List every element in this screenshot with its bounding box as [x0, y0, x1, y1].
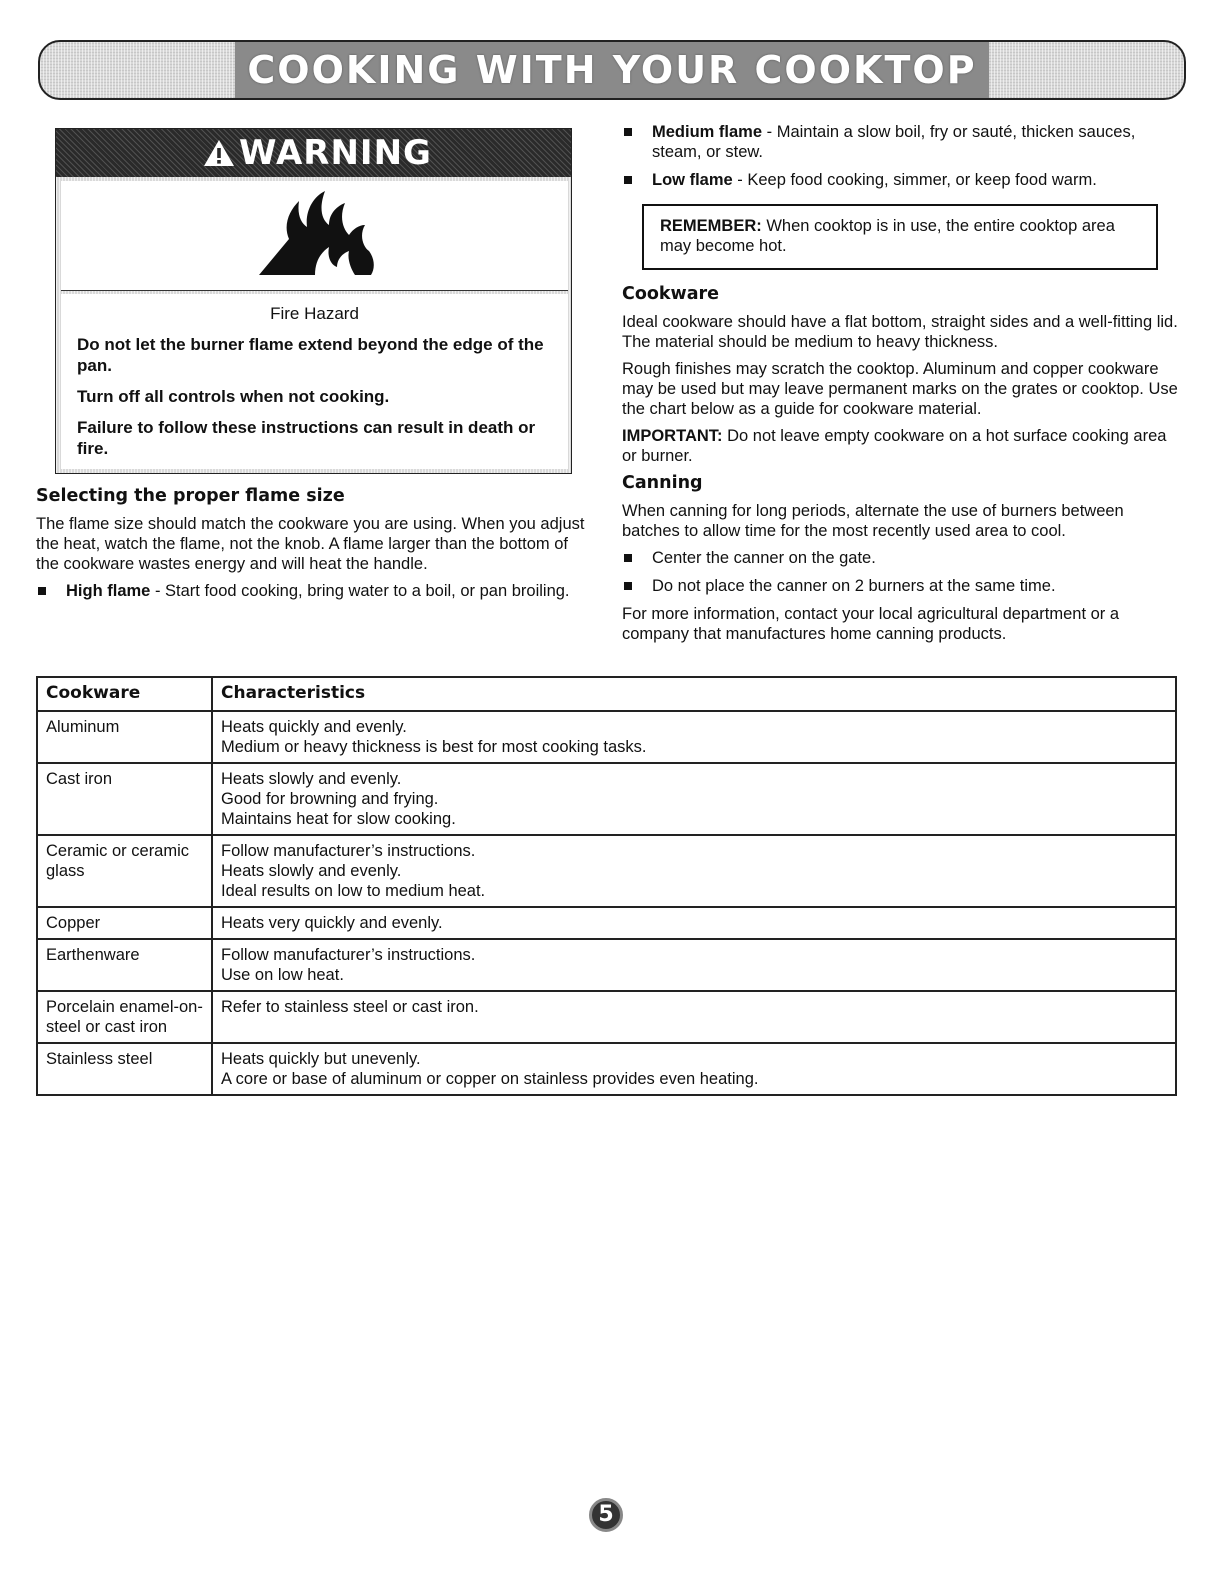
- characteristic-line: Ideal results on low to medium heat.: [221, 882, 486, 900]
- remember-label: REMEMBER:: [660, 217, 762, 235]
- cookware-paragraph: Rough finishes may scratch the cooktop. Aluminum and copper cookware may be used but may leave permanent marks on the grates or cooktop. Use the chart below as a guide for cookware material.: [622, 360, 1178, 418]
- warning-line: Failure to follow these instructions can result in death or fire.: [77, 418, 536, 458]
- characteristics-cell: [212, 991, 1176, 1043]
- flame-size-paragraph: The flame size should match the cookware you are using. When you adjust the heat, watch the flame, not the knob. A flame larger than the bottom of the cookware wastes energy and will heat the handle.: [36, 515, 585, 573]
- table-row: [37, 939, 1176, 991]
- characteristic-line: Heats very quickly and evenly.: [221, 914, 443, 932]
- table-row: [37, 991, 1176, 1043]
- low-flame-item: [622, 170, 1182, 190]
- characteristic-line: A core or base of aluminum or copper on stainless provides even heating.: [221, 1070, 759, 1088]
- characteristic-line: Good for browning and frying.: [221, 790, 439, 808]
- characteristics-cell: [212, 763, 1176, 835]
- warning-body: [61, 294, 568, 469]
- medium-flame-label: Medium flame: [652, 123, 763, 141]
- important-note: [622, 426, 1182, 466]
- flame-size-section: [36, 486, 586, 609]
- right-column: [622, 122, 1182, 651]
- flame-size-heading: Selecting the proper flame size: [36, 486, 345, 506]
- warning-line: Do not let the burner flame extend beyond the edge of the pan.: [77, 335, 544, 375]
- canning-paragraph: For more information, contact your local agricultural department or a company that manufactures home canning products.: [622, 605, 1120, 643]
- characteristic-line: Follow manufacturer’s instructions.: [221, 946, 476, 964]
- characteristic-line: Refer to stainless steel or cast iron.: [221, 998, 479, 1016]
- cookware-cell: Earthenware: [37, 939, 212, 991]
- high-flame-item: [36, 581, 586, 601]
- cookware-table: [36, 676, 1177, 1096]
- cookware-heading: Cookware: [622, 284, 720, 304]
- characteristic-line: Heats slowly and evenly.: [221, 770, 402, 788]
- remember-text: When cooktop is in use, the entire cooktop area may become hot.: [660, 217, 1115, 255]
- canning-bullet: Center the canner on the gate.: [622, 548, 1182, 568]
- cookware-cell: Copper: [37, 907, 212, 939]
- title-banner: [38, 40, 1186, 100]
- remember-box: [642, 204, 1158, 270]
- warning-header: [56, 129, 571, 177]
- table-body: [37, 711, 1176, 1095]
- characteristics-cell: [212, 907, 1176, 939]
- low-flame-label: Low flame: [652, 171, 733, 189]
- page-title: COOKING WITH YOUR COOKTOP: [235, 42, 988, 98]
- cookware-cell: Aluminum: [37, 711, 212, 763]
- hazard-symbol-area: [61, 181, 568, 291]
- characteristic-line: Medium or heavy thickness is best for most cooking tasks.: [221, 738, 647, 756]
- characteristics-cell: [212, 835, 1176, 907]
- characteristics-cell: [212, 1043, 1176, 1095]
- table-row: [37, 763, 1176, 835]
- characteristic-line: Use on low heat.: [221, 966, 344, 984]
- characteristic-line: Heats quickly and evenly.: [221, 718, 407, 736]
- alert-triangle-icon: [203, 138, 235, 168]
- table-header-row: [37, 677, 1176, 711]
- high-flame-text: - Start food cooking, bring water to a boil, or pan broiling.: [150, 582, 570, 600]
- characteristic-line: Follow manufacturer’s instructions.: [221, 842, 476, 860]
- warning-label: WARNING: [239, 133, 432, 173]
- warning-box: [55, 128, 572, 474]
- canning-bullet: Do not place the canner on 2 burners at the same time.: [622, 576, 1182, 596]
- characteristic-line: Heats slowly and evenly.: [221, 862, 402, 880]
- table-row: [37, 711, 1176, 763]
- canning-heading: Canning: [622, 473, 703, 493]
- cookware-cell: Porcelain enamel-on-steel or cast iron: [37, 991, 212, 1043]
- column-header-characteristics: Characteristics: [212, 677, 1176, 711]
- table-row: [37, 835, 1176, 907]
- canning-paragraph: When canning for long periods, alternate the use of burners between batches to allow time for the most recently used area to cool.: [622, 502, 1124, 540]
- high-flame-label: High flame: [66, 582, 151, 600]
- cookware-paragraph: Ideal cookware should have a flat bottom, straight sides and a well-fitting lid. The material should be medium to heavy thickness.: [622, 313, 1178, 351]
- hazard-title: Fire Hazard: [270, 304, 359, 323]
- cookware-cell: Ceramic or ceramic glass: [37, 835, 212, 907]
- page-number: 5: [589, 1498, 623, 1532]
- column-header-cookware: Cookware: [37, 677, 212, 711]
- characteristic-line: Heats quickly but unevenly.: [221, 1050, 421, 1068]
- table-row: [37, 1043, 1176, 1095]
- characteristic-line: Maintains heat for slow cooking.: [221, 810, 456, 828]
- table-row: [37, 907, 1176, 939]
- medium-flame-text: - Maintain a slow boil, fry or sauté, thicken sauces, steam, or stew.: [652, 123, 1136, 161]
- medium-flame-item: [622, 122, 1182, 162]
- important-text: Do not leave empty cookware on a hot surface cooking area or burner.: [622, 427, 1167, 465]
- characteristics-cell: [212, 939, 1176, 991]
- cookware-cell: Stainless steel: [37, 1043, 212, 1095]
- low-flame-text: - Keep food cooking, simmer, or keep food warm.: [732, 171, 1097, 189]
- fire-hazard-icon: [259, 189, 377, 277]
- important-label: IMPORTANT:: [622, 427, 723, 445]
- warning-line: Turn off all controls when not cooking.: [77, 387, 390, 406]
- characteristics-cell: [212, 711, 1176, 763]
- warning-title: [203, 133, 432, 173]
- cookware-cell: Cast iron: [37, 763, 212, 835]
